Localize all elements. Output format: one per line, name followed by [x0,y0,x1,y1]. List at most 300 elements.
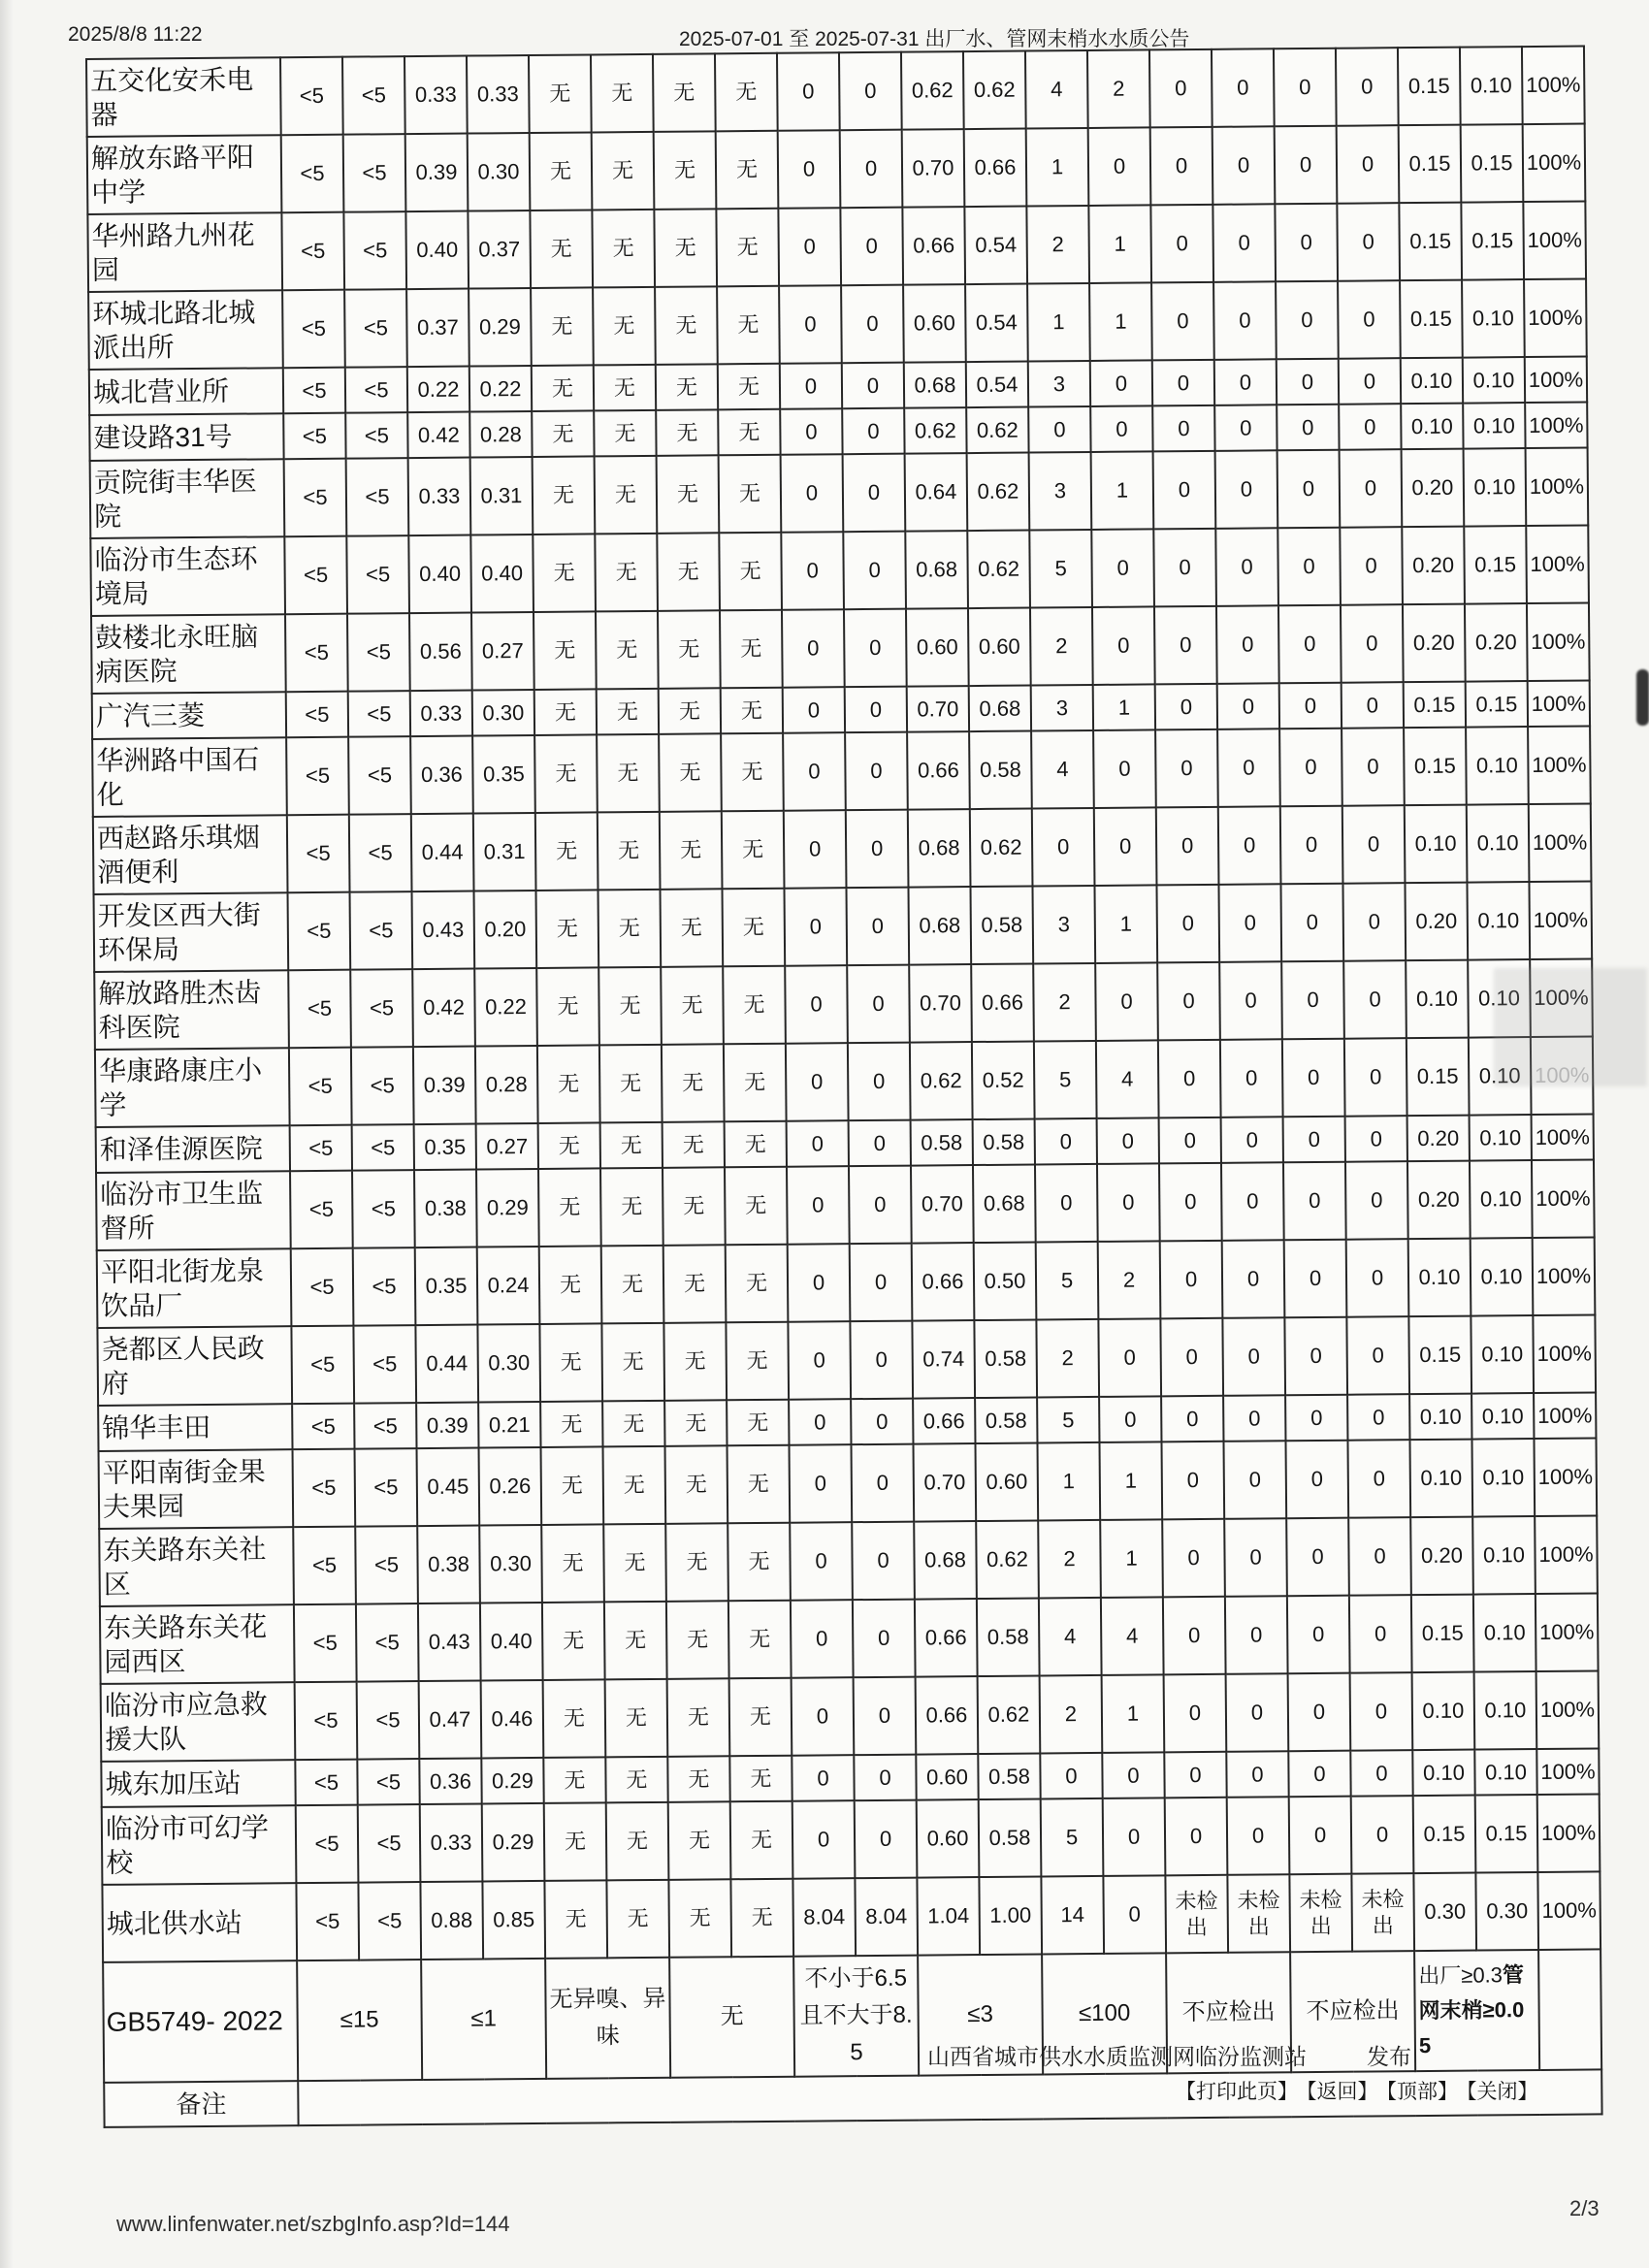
value-cell: 0 [1222,1317,1285,1396]
value-cell: 0.70 [911,1165,974,1244]
value-cell: 0.15 [1411,1595,1474,1673]
value-cell: 0.10 [1469,1037,1532,1116]
value-cell: 0 [1277,359,1339,405]
value-cell: 0.40 [480,1603,543,1681]
value-cell: 0 [1151,282,1214,361]
value-cell: 100% [1528,680,1590,727]
value-cell: 无 [653,53,716,132]
value-cell: 0 [1152,360,1214,406]
value-cell: 0.44 [415,1325,478,1404]
publish-suffix: 发布 [1367,2044,1411,2069]
value-cell: 3 [1028,361,1090,407]
value-cell: <5 [350,969,413,1048]
value-cell: 0 [1224,1518,1287,1597]
value-cell: 0.60 [968,608,1031,687]
value-cell: 无 [598,812,661,891]
value-cell: <5 [350,891,413,970]
value-cell: 无 [719,455,782,534]
value-cell: 0 [1222,1240,1285,1318]
value-cell: 100% [1537,1794,1600,1872]
value-cell: 0.62 [967,531,1030,609]
value-cell: 0.10 [1408,1239,1471,1317]
value-cell: 0 [843,532,906,610]
value-cell: 0 [1283,1117,1345,1163]
value-cell: 100% [1536,1670,1600,1749]
value-cell: 0 [1088,127,1151,206]
value-cell: <5 [349,814,412,892]
value-cell: 0 [1032,808,1095,887]
footer-links [1176,2076,1538,2105]
value-cell: 0.62 [910,1042,973,1120]
value-cell: 100% [1532,1159,1595,1238]
site-name-cell: 临汾市卫生监督所 [96,1171,291,1250]
value-cell: 0.70 [902,129,965,208]
value-cell: 无 [717,286,780,365]
value-cell: 0.60 [916,1754,978,1800]
value-cell: 0.10 [1470,1160,1533,1239]
value-cell: 0 [839,52,902,131]
value-cell: 0 [1156,885,1219,963]
value-cell: 无 [654,131,717,210]
value-cell: 0 [1097,1163,1160,1242]
value-cell: 无 [656,409,718,456]
value-cell: 0 [779,285,842,364]
value-cell: 0.10 [1471,1393,1534,1440]
value-cell: 0 [849,1120,911,1167]
value-cell: 0 [777,52,840,131]
value-cell: 0.30 [472,690,534,736]
value-cell: 0 [1103,1798,1166,1876]
value-cell: 0 [1347,1394,1409,1441]
table-row [94,958,1593,1049]
value-cell: 0.29 [469,288,532,367]
value-cell: 无 [539,1323,602,1402]
value-cell: 0 [1276,281,1339,360]
value-cell: 0 [787,1166,850,1245]
value-cell: <5 [289,1048,352,1126]
value-cell: 无 [594,365,656,411]
value-cell: 0 [1159,1163,1222,1242]
value-cell: 无 [606,1802,669,1881]
table-row [86,47,1585,137]
value-cell: 1 [1102,1674,1165,1753]
value-cell: 0.68 [908,887,971,965]
print-page-link[interactable]: 【打印此页】 [1176,2081,1298,2103]
site-name-cell: 贡院街丰华医院 [90,459,285,538]
value-cell: 0.66 [902,207,965,285]
value-cell: 0.28 [469,411,532,458]
value-cell: 0.58 [974,1319,1037,1398]
value-cell: 0 [1098,1318,1161,1397]
value-cell: <5 [355,1526,418,1604]
value-cell: 0 [780,408,842,455]
value-cell: 0.60 [906,608,969,687]
value-cell: 0.42 [412,969,475,1048]
site-name-cell: 解放路胜杰齿科医院 [94,970,289,1050]
value-cell: 无 [658,610,721,689]
value-cell: 0.88 [420,1881,483,1960]
table-row [100,1593,1599,1683]
value-cell: <5 [290,1125,352,1172]
value-cell: <5 [354,1403,416,1449]
site-name-cell: 临汾市可幻学校 [102,1805,297,1885]
value-cell: 0 [1288,1751,1350,1798]
value-cell: 100% [1528,726,1591,804]
value-cell: 0.10 [1405,805,1468,884]
value-cell: 0.62 [963,51,1026,130]
back-link[interactable]: 【返回】 [1307,2081,1378,2103]
value-cell: 无 [605,1757,667,1803]
value-cell: 0.68 [904,362,966,408]
value-cell: 0.36 [419,1759,481,1805]
value-cell: 0 [1348,1517,1411,1596]
value-cell: 2 [1030,607,1093,686]
value-cell: <5 [295,1682,358,1761]
site-name-cell: 广汽三菱 [92,692,286,739]
value-cell: 0 [847,965,910,1044]
value-cell: 0 [783,687,845,733]
value-cell: 0.68 [914,1521,977,1600]
value-cell: <5 [283,368,345,414]
value-cell: 0.15 [1398,48,1461,126]
value-cell: 1 [1091,451,1154,530]
value-cell: 0.22 [469,366,532,412]
value-cell: 无 [543,1679,606,1758]
value-cell: 0.10 [1409,1394,1471,1441]
value-cell: 无 [543,1757,605,1803]
value-cell: <5 [281,212,344,291]
value-cell: 0 [851,1399,913,1445]
value-cell: <5 [357,1681,420,1760]
value-cell: 0 [1214,359,1277,405]
site-name-cell: 西赵路乐琪烟酒便利 [93,815,288,894]
value-cell: 0 [1150,205,1213,283]
table-row [90,525,1589,615]
publisher-line [927,2039,1411,2071]
site-name-cell: 临汾市应急救援大队 [101,1682,296,1762]
value-cell: 1.00 [979,1876,1042,1955]
value-cell: <5 [294,1604,357,1683]
value-cell: 0.62 [978,1675,1041,1754]
value-cell: 1 [1100,1519,1163,1598]
value-cell: 0.15 [1475,1795,1538,1873]
value-cell: 0.62 [904,407,966,454]
value-cell: 0 [1350,1750,1412,1797]
value-cell: 0.58 [979,1798,1042,1877]
value-cell: 0.39 [416,1403,478,1449]
value-cell: 无 [663,1245,727,1323]
value-cell: 无 [542,1602,605,1680]
value-cell: 无 [728,1445,791,1524]
value-cell: 0.15 [1461,202,1524,280]
value-cell: 0.58 [977,1598,1040,1676]
value-cell: 0 [1215,450,1278,529]
value-cell: 3 [1031,685,1093,731]
value-cell: 0 [1095,962,1158,1041]
value-cell: 0.10 [1401,404,1463,450]
value-cell: 无 [595,456,658,535]
value-cell: 100% [1523,124,1586,203]
table-row [99,1438,1598,1528]
value-cell: <5 [356,1604,419,1682]
value-cell: 2 [1033,963,1096,1042]
value-cell: 无 [656,364,718,410]
value-cell: <5 [288,892,351,971]
value-cell: 0.21 [478,1402,540,1448]
value-cell: <5 [280,57,343,136]
value-cell: 无 [606,1880,669,1959]
table-row [88,279,1587,370]
value-cell: 0.33 [408,458,471,536]
value-cell: 无 [722,889,785,967]
value-cell: 0 [1277,405,1339,451]
value-cell: 0.62 [966,407,1028,454]
value-cell: 无 [665,1445,728,1524]
value-cell: 0.45 [417,1448,480,1527]
value-cell: 0 [1274,49,1337,127]
value-cell: 100% [1522,47,1585,125]
site-name-cell: 华康路康庄小学 [95,1048,290,1127]
site-name-cell: 平阳北街龙泉饮品厂 [97,1248,292,1328]
value-cell: 0 [855,1800,918,1879]
value-cell: 0 [1160,1318,1223,1397]
value-cell: 0 [781,454,844,533]
value-cell: <5 [295,1760,357,1806]
site-name-cell: 和泽佳源医院 [96,1125,290,1173]
table-row [102,1794,1600,1884]
value-cell: <5 [353,1247,416,1326]
value-cell: 100% [1523,202,1586,280]
site-name-cell: 开发区西大街环保局 [94,892,289,972]
value-cell: 100% [1534,1438,1597,1516]
value-cell: 0 [1218,884,1281,962]
standard-limit-cell: 不小于6.5且不大于8.5 [793,1956,919,2077]
value-cell: 0.35 [472,735,535,814]
value-cell: 0 [1093,729,1156,808]
value-cell: 0.70 [913,1443,976,1522]
value-cell: 无 [666,1601,729,1679]
value-cell: 0.70 [907,686,969,732]
remark-label-cell: 备注 [104,2081,298,2127]
value-cell: 0.10 [1468,959,1531,1038]
value-cell: 0.38 [417,1526,480,1604]
value-cell: 0.20 [1410,1517,1473,1596]
value-cell: 0 [1103,1875,1166,1954]
value-cell: 2 [1036,1319,1099,1398]
value-cell: 0 [789,1399,851,1445]
value-cell: 0.42 [407,412,469,459]
value-cell: <5 [348,736,411,815]
value-cell: 0 [1227,1797,1290,1875]
value-cell: 未检出 [1351,1873,1414,1952]
value-cell: <5 [286,737,349,816]
top-link[interactable]: 【顶部】 [1386,2081,1458,2103]
value-cell: 1 [1094,885,1157,963]
value-cell: 0 [1157,962,1220,1041]
value-cell: 0.10 [1406,960,1469,1039]
value-cell: <5 [285,614,348,693]
value-cell: <5 [353,1325,416,1404]
value-cell: 0 [1153,529,1216,607]
value-cell: 0.33 [467,55,530,134]
value-cell: 0.68 [908,809,971,888]
value-cell: 0 [840,130,903,209]
value-cell: 0 [784,810,847,889]
site-name-cell: 城北供水站 [102,1883,297,1962]
value-cell: 0.10 [1409,1440,1472,1518]
value-cell: 0.10 [1463,357,1525,404]
value-cell: 0.68 [969,686,1031,732]
value-cell: 0.40 [470,535,534,613]
value-cell: 100% [1533,1314,1596,1393]
value-cell: 0 [1282,1039,1345,1118]
value-cell: 0.10 [1473,1594,1536,1672]
standard-limit-cell: ≤15 [297,1960,422,2081]
value-cell: 0 [1161,1396,1223,1442]
page-number: 2/3 [1569,2196,1600,2220]
value-cell: 100% [1526,525,1589,603]
value-cell: 0 [1090,360,1152,406]
value-cell: 0 [1040,1753,1102,1799]
value-cell: 100% [1537,1871,1600,1950]
value-cell: 0.10 [1460,47,1523,125]
value-cell: 0 [1277,528,1341,606]
value-cell: 0.30 [468,133,531,211]
value-cell: 0.47 [419,1681,482,1760]
value-cell: <5 [352,1170,415,1248]
value-cell: 4 [1039,1598,1102,1676]
value-cell: 0 [790,1522,853,1601]
value-cell: 0.60 [903,284,966,363]
value-cell: 0 [1212,204,1276,282]
value-cell: 0 [1279,729,1342,807]
value-cell: 0.10 [1464,448,1527,527]
site-name-cell: 锦华丰田 [98,1404,292,1451]
value-cell: 0.10 [1467,804,1530,883]
value-cell: 0.50 [974,1242,1037,1320]
standard-limit-cell: ≤3 [918,1954,1043,2075]
value-cell: 0.39 [405,134,469,212]
value-cell: 无 [716,209,779,287]
value-cell: 0 [1341,604,1404,683]
value-cell: 0.60 [917,1799,980,1878]
value-cell: 无 [599,1045,663,1123]
value-cell: 0 [1099,1396,1161,1442]
value-cell: 100% [1524,279,1587,358]
site-name-cell: 临汾市生态环境局 [90,536,285,616]
value-cell: <5 [292,1404,354,1450]
value-cell: 0 [1226,1673,1289,1752]
value-cell: <5 [351,1047,414,1125]
value-cell: 0 [1149,49,1212,128]
value-cell: 0.43 [418,1604,481,1682]
value-cell: 0 [1150,127,1213,206]
value-cell: 0.30 [477,1324,540,1403]
value-cell: 0.37 [468,211,531,289]
standard-limit-cell: ≤1 [421,1959,546,2080]
value-cell: <5 [290,1171,353,1249]
value-cell: 0 [1289,1797,1352,1875]
value-cell: 0 [1340,449,1403,528]
value-cell: 0 [842,363,904,409]
value-cell: 无 [729,1756,792,1802]
value-cell: 100% [1536,1593,1599,1671]
value-cell: 2 [1038,1520,1101,1599]
value-cell: 0.15 [1413,1796,1476,1874]
value-cell: <5 [288,970,351,1049]
site-name-cell: 尧都区人民政府 [97,1326,292,1406]
site-name-cell: 环城北路北城派出所 [88,290,283,370]
value-cell: 0.66 [964,129,1027,208]
value-cell: 0.15 [1399,203,1462,281]
table-row [90,448,1589,538]
value-cell: 0 [1226,1751,1288,1798]
value-cell: 1.04 [917,1877,980,1956]
value-cell: 0.56 [409,613,472,692]
print-datetime: 2025/8/8 11:22 [68,23,203,46]
value-cell: 0 [787,1120,849,1167]
value-cell: 0.62 [901,51,964,130]
value-cell: 0.85 [482,1881,545,1960]
value-cell: 0.31 [470,457,534,535]
value-cell: 0.44 [411,814,474,892]
value-cell: 100% [1525,357,1587,404]
value-cell: 0.29 [476,1169,539,1247]
value-cell: 0.20 [1402,527,1465,605]
value-cell: 0 [843,454,906,533]
value-cell: 无 [715,53,778,132]
table-row [99,1515,1598,1605]
value-cell: 0 [1212,126,1276,205]
value-cell: 0.10 [1412,1750,1474,1797]
value-cell: 0 [1161,1442,1224,1520]
value-cell: <5 [355,1448,418,1527]
value-cell: 0 [1346,1316,1409,1395]
value-cell: 0 [841,285,904,364]
value-cell: 0 [854,1677,917,1756]
value-cell: 0.52 [972,1042,1035,1120]
value-cell: 0.35 [414,1124,476,1171]
page-title: 2025-07-01 至 2025-07-31 出厂水、管网末梢水水质公告 [679,28,1190,50]
value-cell: 无 [730,1879,793,1958]
value-cell: 0 [1345,1161,1408,1240]
value-cell: 无 [537,1045,600,1123]
value-cell: 0.62 [967,453,1030,532]
value-cell: 0.15 [1400,280,1463,359]
value-cell: 0 [780,363,842,409]
value-cell: 0.30 [479,1525,542,1604]
value-cell: 100% [1533,1237,1596,1315]
value-cell: 无 [601,1323,664,1402]
value-cell: 0 [1280,884,1343,962]
value-cell: 4 [1101,1597,1164,1675]
table-row [95,1036,1594,1126]
value-cell: <5 [346,535,409,614]
value-cell: 无 [532,365,594,411]
value-cell: 100% [1530,958,1593,1037]
value-cell: 0.66 [907,731,970,810]
value-cell: 无 [722,811,785,890]
value-cell: 0 [1218,806,1281,885]
page-url: www.linfenwater.net/szbgInfo.asp?Id=144 [116,2212,510,2236]
value-cell: 0.38 [414,1170,477,1248]
close-link[interactable]: 【关闭】 [1467,2081,1538,2103]
value-cell: 0.36 [410,736,473,815]
value-cell: 0 [1347,1440,1410,1518]
value-cell: 0 [846,888,909,966]
value-cell: 0.74 [912,1320,975,1399]
value-cell: 无 [667,1678,730,1757]
